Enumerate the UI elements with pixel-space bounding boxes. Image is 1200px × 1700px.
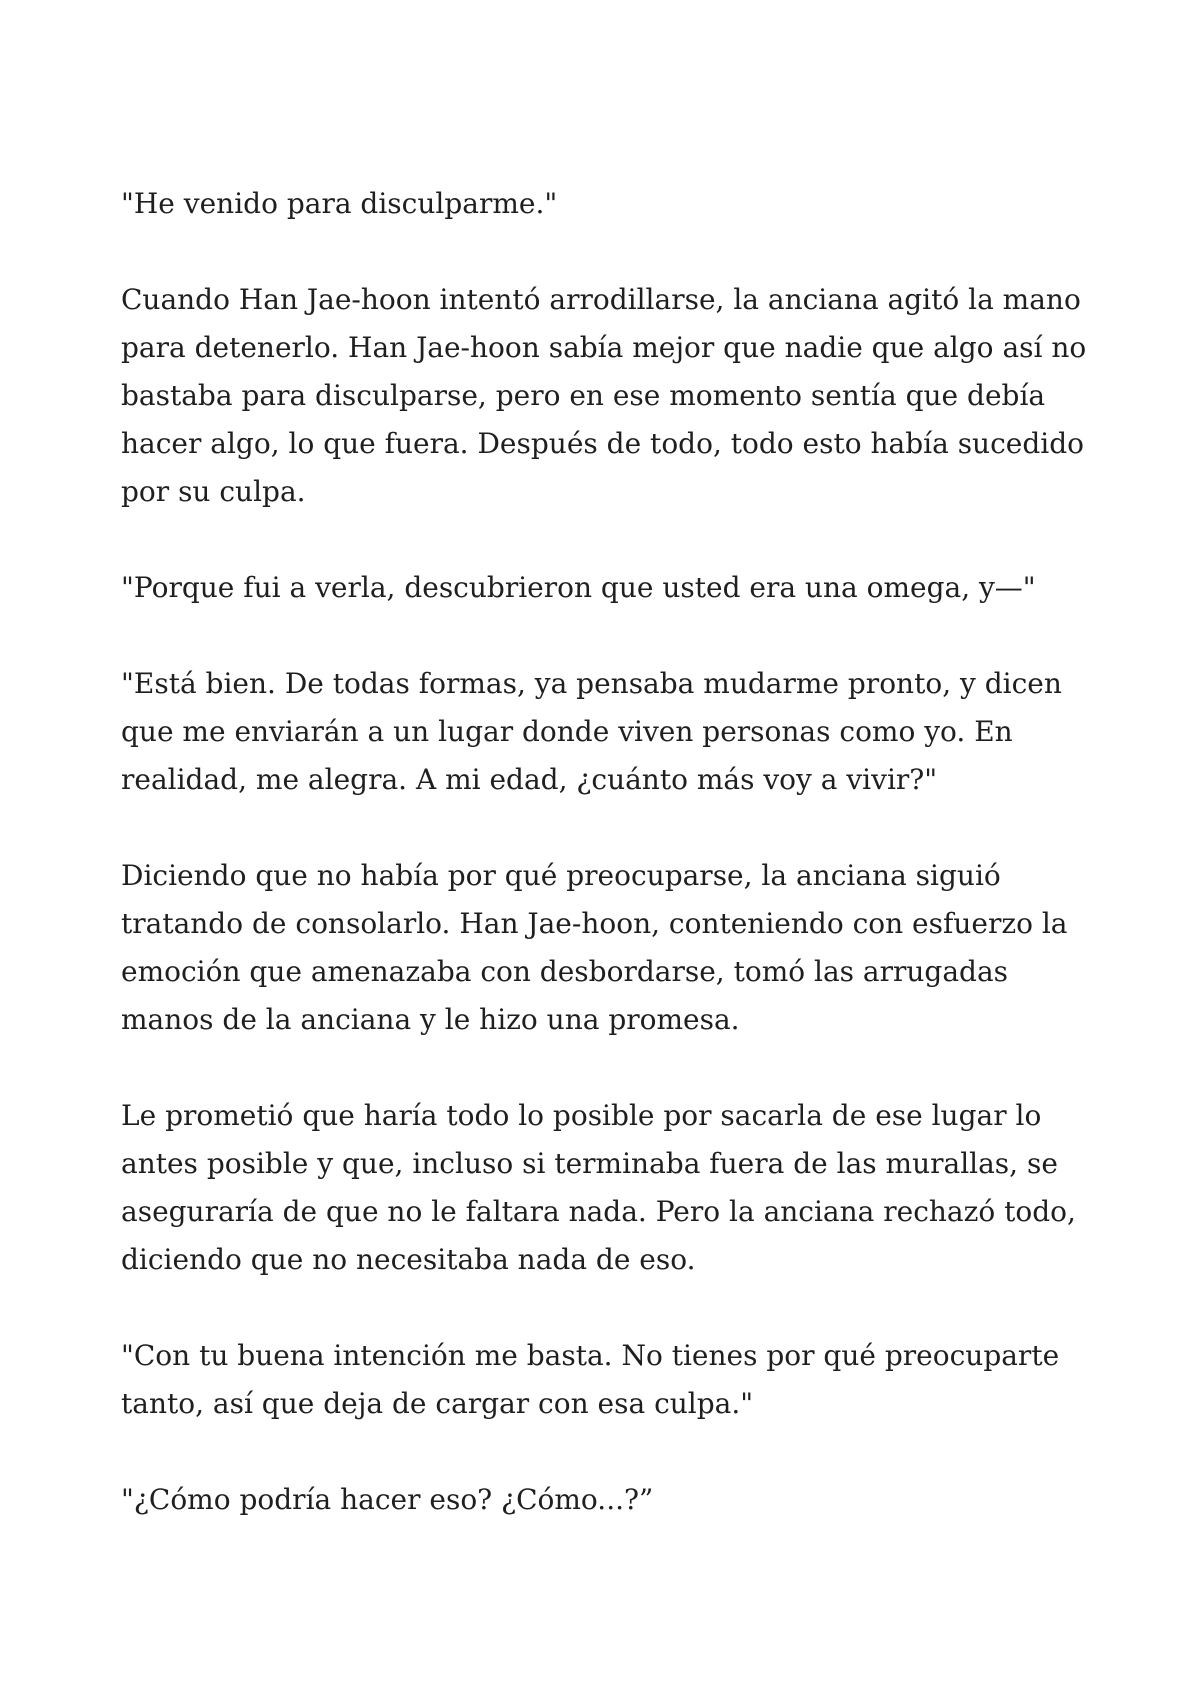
text-line: para detenerlo. Han Jae-hoon sabía mejor que nadie que algo así no xyxy=(121,331,1087,364)
text-line: bastaba para disculparse, pero en ese momento sentía que debía xyxy=(121,379,1046,412)
text-line: aseguraría de que no le faltara nada. Pero la anciana rechazó todo, xyxy=(121,1195,1076,1228)
text-line: por su culpa. xyxy=(121,475,306,508)
text-line: hacer algo, lo que fuera. Después de todo, todo esto había sucedido xyxy=(121,427,1085,460)
paragraph-8 xyxy=(121,1476,1081,1524)
paragraph-3 xyxy=(121,564,1081,612)
text-line: manos de la anciana y le hizo una promesa. xyxy=(121,1003,740,1036)
text-line: "Con tu buena intención me basta. No tienes por qué preocuparte xyxy=(121,1339,1060,1372)
text-line: "¿Cómo podría hacer eso? ¿Cómo...?” xyxy=(121,1483,654,1516)
text-line: antes posible y que, incluso si terminaba fuera de las murallas, se xyxy=(121,1147,1058,1180)
text-line: "Porque fui a verla, descubrieron que usted era una omega, y—" xyxy=(121,571,1036,604)
paragraph-4 xyxy=(121,660,1081,804)
text-line: Cuando Han Jae-hoon intentó arrodillarse, la anciana agitó la mano xyxy=(121,283,1081,316)
text-line: emoción que amenazaba con desbordarse, tomó las arrugadas xyxy=(121,955,1009,988)
paragraph-2 xyxy=(121,276,1087,516)
text-line: Diciendo que no había por qué preocuparse, la anciana siguió xyxy=(121,859,1001,892)
text-line: tratando de consolarlo. Han Jae-hoon, conteniendo con esfuerzo la xyxy=(121,907,1068,940)
paragraph-5 xyxy=(121,852,1081,1044)
paragraph-7 xyxy=(121,1332,1081,1428)
text-line: tanto, así que deja de cargar con esa culpa." xyxy=(121,1387,754,1420)
text-line: "He venido para disculparme." xyxy=(121,187,558,220)
text-line: realidad, me alegra. A mi edad, ¿cuánto más voy a vivir?" xyxy=(121,763,938,796)
text-body xyxy=(121,180,1087,1572)
paragraph-6 xyxy=(121,1092,1081,1284)
text-line: Le prometió que haría todo lo posible por sacarla de ese lugar lo xyxy=(121,1099,1042,1132)
text-line: que me enviarán a un lugar donde viven personas como yo. En xyxy=(121,715,1013,748)
text-line: "Está bien. De todas formas, ya pensaba mudarme pronto, y dicen xyxy=(121,667,1062,700)
paragraph-1 xyxy=(121,180,1081,228)
text-line: diciendo que no necesitaba nada de eso. xyxy=(121,1243,696,1276)
